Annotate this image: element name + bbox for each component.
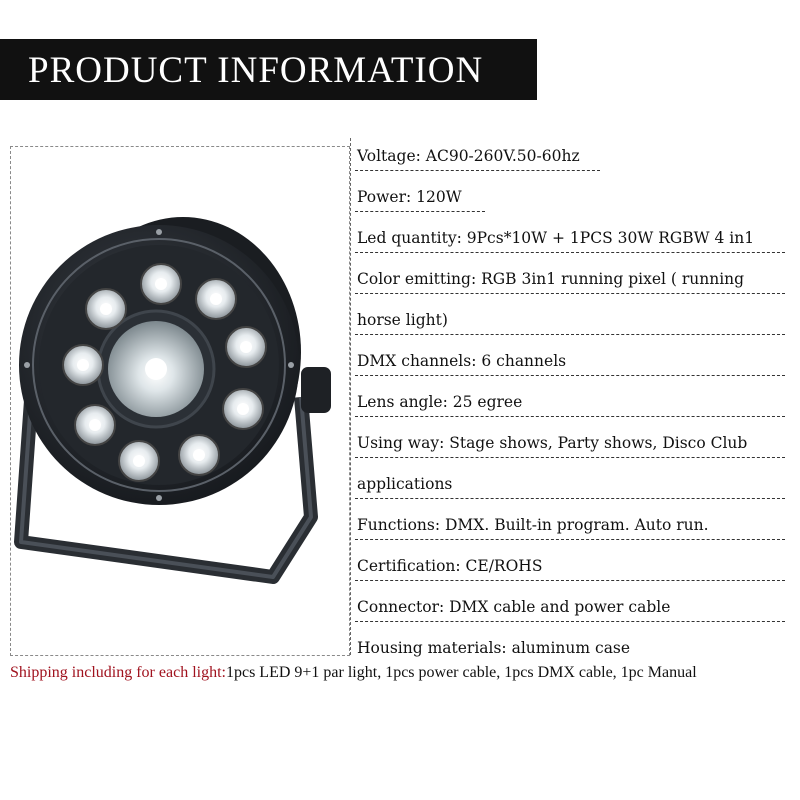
spec-text: Functions: DMX. Built-in program. Auto run. xyxy=(357,516,709,534)
spec-text: Power: 120W xyxy=(357,188,462,206)
spec-text: Housing materials: aluminum case xyxy=(357,639,631,657)
spec-functions xyxy=(350,499,790,540)
par-light-illustration xyxy=(11,147,351,657)
spec-text: horse light) xyxy=(357,311,448,329)
page-title: PRODUCT INFORMATION xyxy=(28,50,484,91)
spec-color-emitting-cont xyxy=(350,294,790,335)
spec-connector xyxy=(350,581,790,622)
spec-voltage xyxy=(350,130,790,171)
spec-list xyxy=(350,130,790,655)
spec-text: Led quantity: 9Pcs*10W + 1PCS 30W RGBW 4 in1 xyxy=(357,229,755,247)
shipping-text: 1pcs LED 9+1 par light, 1pcs power cable, 1pcs DMX cable, 1pc Manual xyxy=(225,664,697,681)
spec-dmx-channels xyxy=(350,335,790,376)
spec-text: Certification: CE/ROHS xyxy=(357,557,543,575)
spec-text: DMX channels: 6 channels xyxy=(357,352,567,370)
spec-certification xyxy=(350,540,790,581)
spec-housing xyxy=(350,622,790,663)
shipping-note xyxy=(10,660,790,686)
spec-using-way xyxy=(350,417,790,458)
spec-using-way-cont xyxy=(350,458,790,499)
product-photo xyxy=(10,146,350,656)
spec-color-emitting xyxy=(350,253,790,294)
spec-text: Using way: Stage shows, Party shows, Disco Club xyxy=(357,434,748,452)
title-banner xyxy=(0,39,537,100)
spec-text: Color emitting: RGB 3in1 running pixel ( running xyxy=(357,270,745,288)
spec-text: applications xyxy=(357,475,453,493)
spec-text: Connector: DMX cable and power cable xyxy=(357,598,671,616)
spec-text: Voltage: AC90-260V.50-60hz xyxy=(357,147,580,165)
spec-led-quantity xyxy=(350,212,790,253)
spec-power xyxy=(350,171,790,212)
spec-text: Lens angle: 25 egree xyxy=(357,393,523,411)
spec-lens-angle xyxy=(350,376,790,417)
shipping-label: Shipping including for each light: xyxy=(10,664,226,681)
